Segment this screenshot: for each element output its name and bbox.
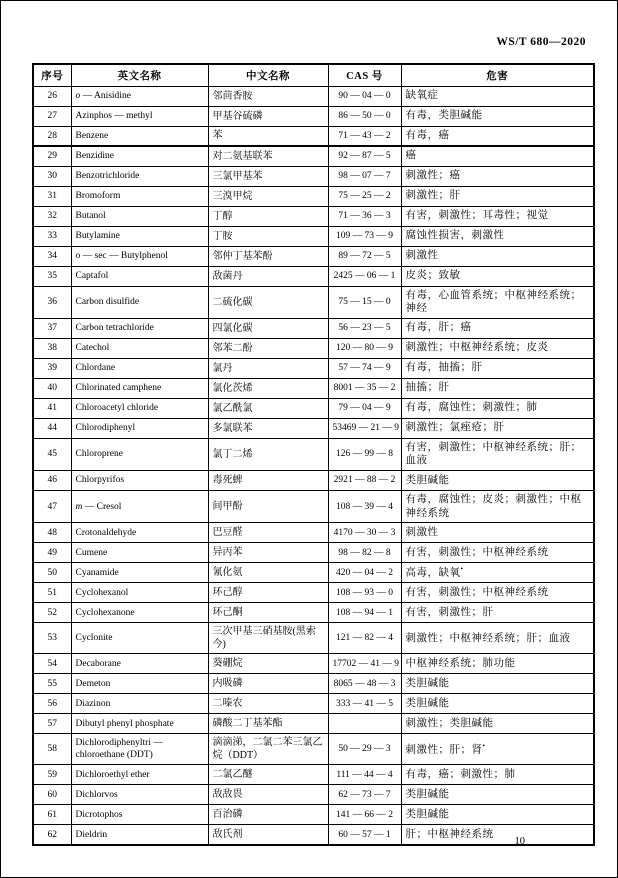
hazard-cell: 类胆碱能 bbox=[401, 785, 594, 805]
table-row bbox=[33, 146, 594, 166]
english-name-cell: Captafol bbox=[71, 266, 208, 286]
english-name-cell: Dicrotophos bbox=[71, 805, 208, 825]
chinese-name-cell: 滴滴涕，二氯二苯三氯乙烷（DDT） bbox=[208, 734, 328, 765]
chinese-name-cell: 敌敌畏 bbox=[208, 785, 328, 805]
english-name-cell: Azinphos — methyl bbox=[71, 106, 208, 126]
english-name-cell: Cyanamide bbox=[71, 563, 208, 583]
chinese-name-cell: 敌氏剂 bbox=[208, 825, 328, 845]
chinese-name-cell: 苯 bbox=[208, 126, 328, 146]
row-number-cell: 53 bbox=[33, 623, 71, 654]
table-row bbox=[33, 563, 594, 583]
table-row bbox=[33, 805, 594, 825]
english-name-cell: Cyclonite bbox=[71, 623, 208, 654]
chinese-name-cell: 丁醇 bbox=[208, 206, 328, 226]
col-header-number: 序号 bbox=[33, 64, 71, 86]
row-number-cell: 41 bbox=[33, 398, 71, 418]
hazard-cell: 有毒，腐蚀性；刺激性；肺 bbox=[401, 398, 594, 418]
chinese-name-cell: 丁胺 bbox=[208, 226, 328, 246]
cas-number-cell: 56 — 23 — 5 bbox=[328, 318, 401, 338]
chinese-name-cell: 氰化氨 bbox=[208, 563, 328, 583]
english-name-cell: Butylamine bbox=[71, 226, 208, 246]
table-row bbox=[33, 318, 594, 338]
cas-number-cell: 90 — 04 — 0 bbox=[328, 86, 401, 106]
chinese-name-cell: 氯乙酰氯 bbox=[208, 398, 328, 418]
cas-number-cell: 71 — 36 — 3 bbox=[328, 206, 401, 226]
hazard-cell: 类胆碱能 bbox=[401, 805, 594, 825]
cas-number-cell: 420 — 04 — 2 bbox=[328, 563, 401, 583]
row-number-cell: 50 bbox=[33, 563, 71, 583]
row-number-cell: 61 bbox=[33, 805, 71, 825]
row-number-cell: 47 bbox=[33, 491, 71, 523]
english-name-cell: Carbon tetrachloride bbox=[71, 318, 208, 338]
cas-number-cell: 89 — 72 — 5 bbox=[328, 246, 401, 266]
hazard-cell: 高毒，缺氧• bbox=[401, 563, 594, 583]
table-row bbox=[33, 206, 594, 226]
table-row bbox=[33, 378, 594, 398]
english-name-cell: Benzotrichloride bbox=[71, 166, 208, 186]
chinese-name-cell: 间甲酚 bbox=[208, 491, 328, 523]
table-header-row bbox=[33, 64, 594, 86]
hazard-cell: 刺激性；中枢神经系统；皮炎 bbox=[401, 338, 594, 358]
row-number-cell: 52 bbox=[33, 603, 71, 623]
english-name-cell: Chloroacetyl chloride bbox=[71, 398, 208, 418]
cas-number-cell: 98 — 07 — 7 bbox=[328, 166, 401, 186]
hazard-cell: 癌 bbox=[401, 146, 594, 166]
hazard-cell: 有毒，癌 bbox=[401, 126, 594, 146]
chinese-name-cell: 邻茴香胺 bbox=[208, 86, 328, 106]
cas-number-cell: 2425 — 06 — 1 bbox=[328, 266, 401, 286]
table-row bbox=[33, 603, 594, 623]
table-row bbox=[33, 226, 594, 246]
chinese-name-cell: 氯丹 bbox=[208, 358, 328, 378]
english-name-cell: Benzidine bbox=[71, 146, 208, 166]
hazard-cell: 刺激性；中枢神经系统；肝；血液 bbox=[401, 623, 594, 654]
row-number-cell: 32 bbox=[33, 206, 71, 226]
english-name-cell: Dieldrin bbox=[71, 825, 208, 845]
english-name-cell: Chlorpyrifos bbox=[71, 471, 208, 491]
table-row bbox=[33, 246, 594, 266]
cas-number-cell: 141 — 66 — 2 bbox=[328, 805, 401, 825]
page-number: 10 bbox=[514, 836, 525, 847]
english-name-cell: m — Cresol bbox=[71, 491, 208, 523]
chinese-name-cell: 二硫化碳 bbox=[208, 286, 328, 318]
english-name-cell: Dichlorodiphenyltri — chloroethane (DDT) bbox=[71, 734, 208, 765]
hazard-cell: 刺激性；类胆碱能 bbox=[401, 714, 594, 734]
english-name-cell: Chloroprene bbox=[71, 438, 208, 470]
row-number-cell: 48 bbox=[33, 523, 71, 543]
chinese-name-cell: 三溴甲烷 bbox=[208, 186, 328, 206]
chinese-name-cell: 二嗪农 bbox=[208, 694, 328, 714]
row-number-cell: 60 bbox=[33, 785, 71, 805]
row-number-cell: 58 bbox=[33, 734, 71, 765]
hazard-cell: 刺激性；肝 bbox=[401, 186, 594, 206]
chinese-name-cell: 葵硼烷 bbox=[208, 654, 328, 674]
col-header-chinese-name: 中文名称 bbox=[208, 64, 328, 86]
hazard-cell: 抽搐；肝 bbox=[401, 378, 594, 398]
table-row bbox=[33, 694, 594, 714]
hazard-cell: 中枢神经系统；肺功能 bbox=[401, 654, 594, 674]
table-row bbox=[33, 491, 594, 523]
row-number-cell: 59 bbox=[33, 765, 71, 785]
hazard-cell: 有害，刺激性；中枢神经系统；肝；血液 bbox=[401, 438, 594, 470]
english-name-cell: Dichloroethyl ether bbox=[71, 765, 208, 785]
cas-number-cell bbox=[328, 714, 401, 734]
chinese-name-cell: 巴豆醛 bbox=[208, 523, 328, 543]
english-name-cell: o — sec — Butylphenol bbox=[71, 246, 208, 266]
hazard-cell: 缺氧症 bbox=[401, 86, 594, 106]
hazard-cell: 有害，刺激性；肝 bbox=[401, 603, 594, 623]
hazard-cell: 腐蚀性损害，刺激性 bbox=[401, 226, 594, 246]
row-number-cell: 36 bbox=[33, 286, 71, 318]
table-row bbox=[33, 543, 594, 563]
cas-number-cell: 8065 — 48 — 3 bbox=[328, 674, 401, 694]
table-row bbox=[33, 714, 594, 734]
row-number-cell: 33 bbox=[33, 226, 71, 246]
row-number-cell: 54 bbox=[33, 654, 71, 674]
col-header-cas-number: CAS 号 bbox=[328, 64, 401, 86]
row-number-cell: 44 bbox=[33, 418, 71, 438]
hazard-cell: 肝；中枢神经系统 bbox=[401, 825, 594, 845]
chinese-name-cell: 多氯联苯 bbox=[208, 418, 328, 438]
cas-number-cell: 333 — 41 — 5 bbox=[328, 694, 401, 714]
cas-number-cell: 60 — 57 — 1 bbox=[328, 825, 401, 845]
table-row bbox=[33, 338, 594, 358]
table-row bbox=[33, 286, 594, 318]
english-name-cell: Crotonaldehyde bbox=[71, 523, 208, 543]
cas-number-cell: 75 — 15 — 0 bbox=[328, 286, 401, 318]
row-number-cell: 35 bbox=[33, 266, 71, 286]
table-row bbox=[33, 765, 594, 785]
hazard-cell: 有毒，类胆碱能 bbox=[401, 106, 594, 126]
cas-number-cell: 108 — 93 — 0 bbox=[328, 583, 401, 603]
chinese-name-cell: 百治磷 bbox=[208, 805, 328, 825]
english-name-cell: Chlordane bbox=[71, 358, 208, 378]
chinese-name-cell: 三氯甲基苯 bbox=[208, 166, 328, 186]
cas-number-cell: 111 — 44 — 4 bbox=[328, 765, 401, 785]
table-row bbox=[33, 825, 594, 845]
cas-number-cell: 57 — 74 — 9 bbox=[328, 358, 401, 378]
cas-number-cell: 71 — 43 — 2 bbox=[328, 126, 401, 146]
row-number-cell: 34 bbox=[33, 246, 71, 266]
table-row bbox=[33, 734, 594, 765]
english-name-cell: Butanol bbox=[71, 206, 208, 226]
cas-number-cell: 50 — 29 — 3 bbox=[328, 734, 401, 765]
hazard-cell: 刺激性；癌 bbox=[401, 166, 594, 186]
hazard-cell: 有毒，腐蚀性；皮炎；刺激性；中枢神经系统 bbox=[401, 491, 594, 523]
cas-number-cell: 126 — 99 — 8 bbox=[328, 438, 401, 470]
row-number-cell: 28 bbox=[33, 126, 71, 146]
row-number-cell: 27 bbox=[33, 106, 71, 126]
english-name-cell: Chlorinated camphene bbox=[71, 378, 208, 398]
chinese-name-cell: 二氯乙醚 bbox=[208, 765, 328, 785]
hazard-cell: 有害，刺激性；中枢神经系统 bbox=[401, 543, 594, 563]
table-row bbox=[33, 785, 594, 805]
row-number-cell: 62 bbox=[33, 825, 71, 845]
hazard-cell: 类胆碱能 bbox=[401, 471, 594, 491]
row-number-cell: 39 bbox=[33, 358, 71, 378]
table-row bbox=[33, 186, 594, 206]
table-row bbox=[33, 126, 594, 146]
standard-number-header: WS/T 680—2020 bbox=[496, 36, 586, 48]
hazard-cell: 类胆碱能 bbox=[401, 674, 594, 694]
chinese-name-cell: 异丙苯 bbox=[208, 543, 328, 563]
english-name-cell: Carbon disulfide bbox=[71, 286, 208, 318]
row-number-cell: 45 bbox=[33, 438, 71, 470]
col-header-hazard: 危害 bbox=[401, 64, 594, 86]
english-name-cell: Chlorodiphenyl bbox=[71, 418, 208, 438]
cas-number-cell: 108 — 94 — 1 bbox=[328, 603, 401, 623]
hazard-cell: 刺激性；肝；肾• bbox=[401, 734, 594, 765]
chemical-hazard-table bbox=[32, 63, 595, 846]
cas-number-cell: 92 — 87 — 5 bbox=[328, 146, 401, 166]
cas-number-cell: 17702 — 41 — 9 bbox=[328, 654, 401, 674]
table-row bbox=[33, 166, 594, 186]
english-name-cell: Demeton bbox=[71, 674, 208, 694]
cas-number-cell: 2921 — 88 — 2 bbox=[328, 471, 401, 491]
chinese-name-cell: 环己醇 bbox=[208, 583, 328, 603]
english-name-cell: Diazinon bbox=[71, 694, 208, 714]
table-row bbox=[33, 471, 594, 491]
english-name-cell: Benzene bbox=[71, 126, 208, 146]
hazard-cell: 刺激性 bbox=[401, 246, 594, 266]
english-name-cell: Dichlorvos bbox=[71, 785, 208, 805]
hazard-cell: 有毒，心血管系统；中枢神经系统；神经 bbox=[401, 286, 594, 318]
chinese-name-cell: 敌菌丹 bbox=[208, 266, 328, 286]
table-row bbox=[33, 623, 594, 654]
table-row bbox=[33, 654, 594, 674]
hazard-cell: 有害，刺激性；耳毒性；视觉 bbox=[401, 206, 594, 226]
english-name-cell: Cumene bbox=[71, 543, 208, 563]
cas-number-cell: 62 — 73 — 7 bbox=[328, 785, 401, 805]
hazard-cell: 皮炎；致敏 bbox=[401, 266, 594, 286]
hazard-cell: 有毒，肝；癌 bbox=[401, 318, 594, 338]
table-row bbox=[33, 86, 594, 106]
table-row bbox=[33, 418, 594, 438]
row-number-cell: 38 bbox=[33, 338, 71, 358]
row-number-cell: 56 bbox=[33, 694, 71, 714]
english-name-cell: Bromoform bbox=[71, 186, 208, 206]
chinese-name-cell: 邻苯二酚 bbox=[208, 338, 328, 358]
table-row bbox=[33, 358, 594, 378]
chinese-name-cell: 甲基谷硫磷 bbox=[208, 106, 328, 126]
table-row bbox=[33, 398, 594, 418]
row-number-cell: 37 bbox=[33, 318, 71, 338]
english-name-cell: Dibutyl phenyl phosphate bbox=[71, 714, 208, 734]
cas-number-cell: 8001 — 35 — 2 bbox=[328, 378, 401, 398]
hazard-cell: 刺激性；氯痤疮；肝 bbox=[401, 418, 594, 438]
row-number-cell: 30 bbox=[33, 166, 71, 186]
cas-number-cell: 120 — 80 — 9 bbox=[328, 338, 401, 358]
hazard-cell: 有毒，抽搐；肝 bbox=[401, 358, 594, 378]
chinese-name-cell: 四氯化碳 bbox=[208, 318, 328, 338]
col-header-english-name: 英文名称 bbox=[71, 64, 208, 86]
english-name-cell: o — Anisidine bbox=[71, 86, 208, 106]
english-name-cell: Catechol bbox=[71, 338, 208, 358]
row-number-cell: 26 bbox=[33, 86, 71, 106]
row-number-cell: 40 bbox=[33, 378, 71, 398]
chinese-name-cell: 邻仲丁基苯酚 bbox=[208, 246, 328, 266]
chinese-name-cell: 氯丁二烯 bbox=[208, 438, 328, 470]
cas-number-cell: 79 — 04 — 9 bbox=[328, 398, 401, 418]
hazard-cell: 类胆碱能 bbox=[401, 694, 594, 714]
cas-number-cell: 109 — 73 — 9 bbox=[328, 226, 401, 246]
table-row bbox=[33, 583, 594, 603]
cas-number-cell: 86 — 50 — 0 bbox=[328, 106, 401, 126]
row-number-cell: 49 bbox=[33, 543, 71, 563]
cas-number-cell: 98 — 82 — 8 bbox=[328, 543, 401, 563]
cas-number-cell: 53469 — 21 — 9 bbox=[328, 418, 401, 438]
table-row bbox=[33, 523, 594, 543]
table-row bbox=[33, 106, 594, 126]
hazard-cell: 有害，刺激性；中枢神经系统 bbox=[401, 583, 594, 603]
cas-number-cell: 108 — 39 — 4 bbox=[328, 491, 401, 523]
chinese-name-cell: 磷酸二丁基苯酯 bbox=[208, 714, 328, 734]
row-number-cell: 51 bbox=[33, 583, 71, 603]
hazard-cell: 有毒，癌；刺激性；肺 bbox=[401, 765, 594, 785]
hazard-cell: 刺激性 bbox=[401, 523, 594, 543]
cas-number-cell: 75 — 25 — 2 bbox=[328, 186, 401, 206]
row-number-cell: 57 bbox=[33, 714, 71, 734]
chinese-name-cell: 三次甲基三硝基胺(黑索今) bbox=[208, 623, 328, 654]
hazard-footnote-marker: • bbox=[482, 741, 486, 750]
table-row bbox=[33, 438, 594, 470]
cas-number-cell: 121 — 82 — 4 bbox=[328, 623, 401, 654]
hazard-footnote-marker: • bbox=[460, 565, 464, 574]
table-row bbox=[33, 266, 594, 286]
chinese-name-cell: 内吸磷 bbox=[208, 674, 328, 694]
chinese-name-cell: 毒死蜱 bbox=[208, 471, 328, 491]
cas-number-cell: 4170 — 30 — 3 bbox=[328, 523, 401, 543]
table-row bbox=[33, 674, 594, 694]
english-name-cell: Cyclohexanone bbox=[71, 603, 208, 623]
english-name-cell: Decaborane bbox=[71, 654, 208, 674]
row-number-cell: 29 bbox=[33, 146, 71, 166]
row-number-cell: 55 bbox=[33, 674, 71, 694]
chinese-name-cell: 对二氨基联苯 bbox=[208, 146, 328, 166]
row-number-cell: 46 bbox=[33, 471, 71, 491]
row-number-cell: 31 bbox=[33, 186, 71, 206]
english-name-cell: Cyclohexanol bbox=[71, 583, 208, 603]
chinese-name-cell: 环己酮 bbox=[208, 603, 328, 623]
chinese-name-cell: 氯化茨烯 bbox=[208, 378, 328, 398]
